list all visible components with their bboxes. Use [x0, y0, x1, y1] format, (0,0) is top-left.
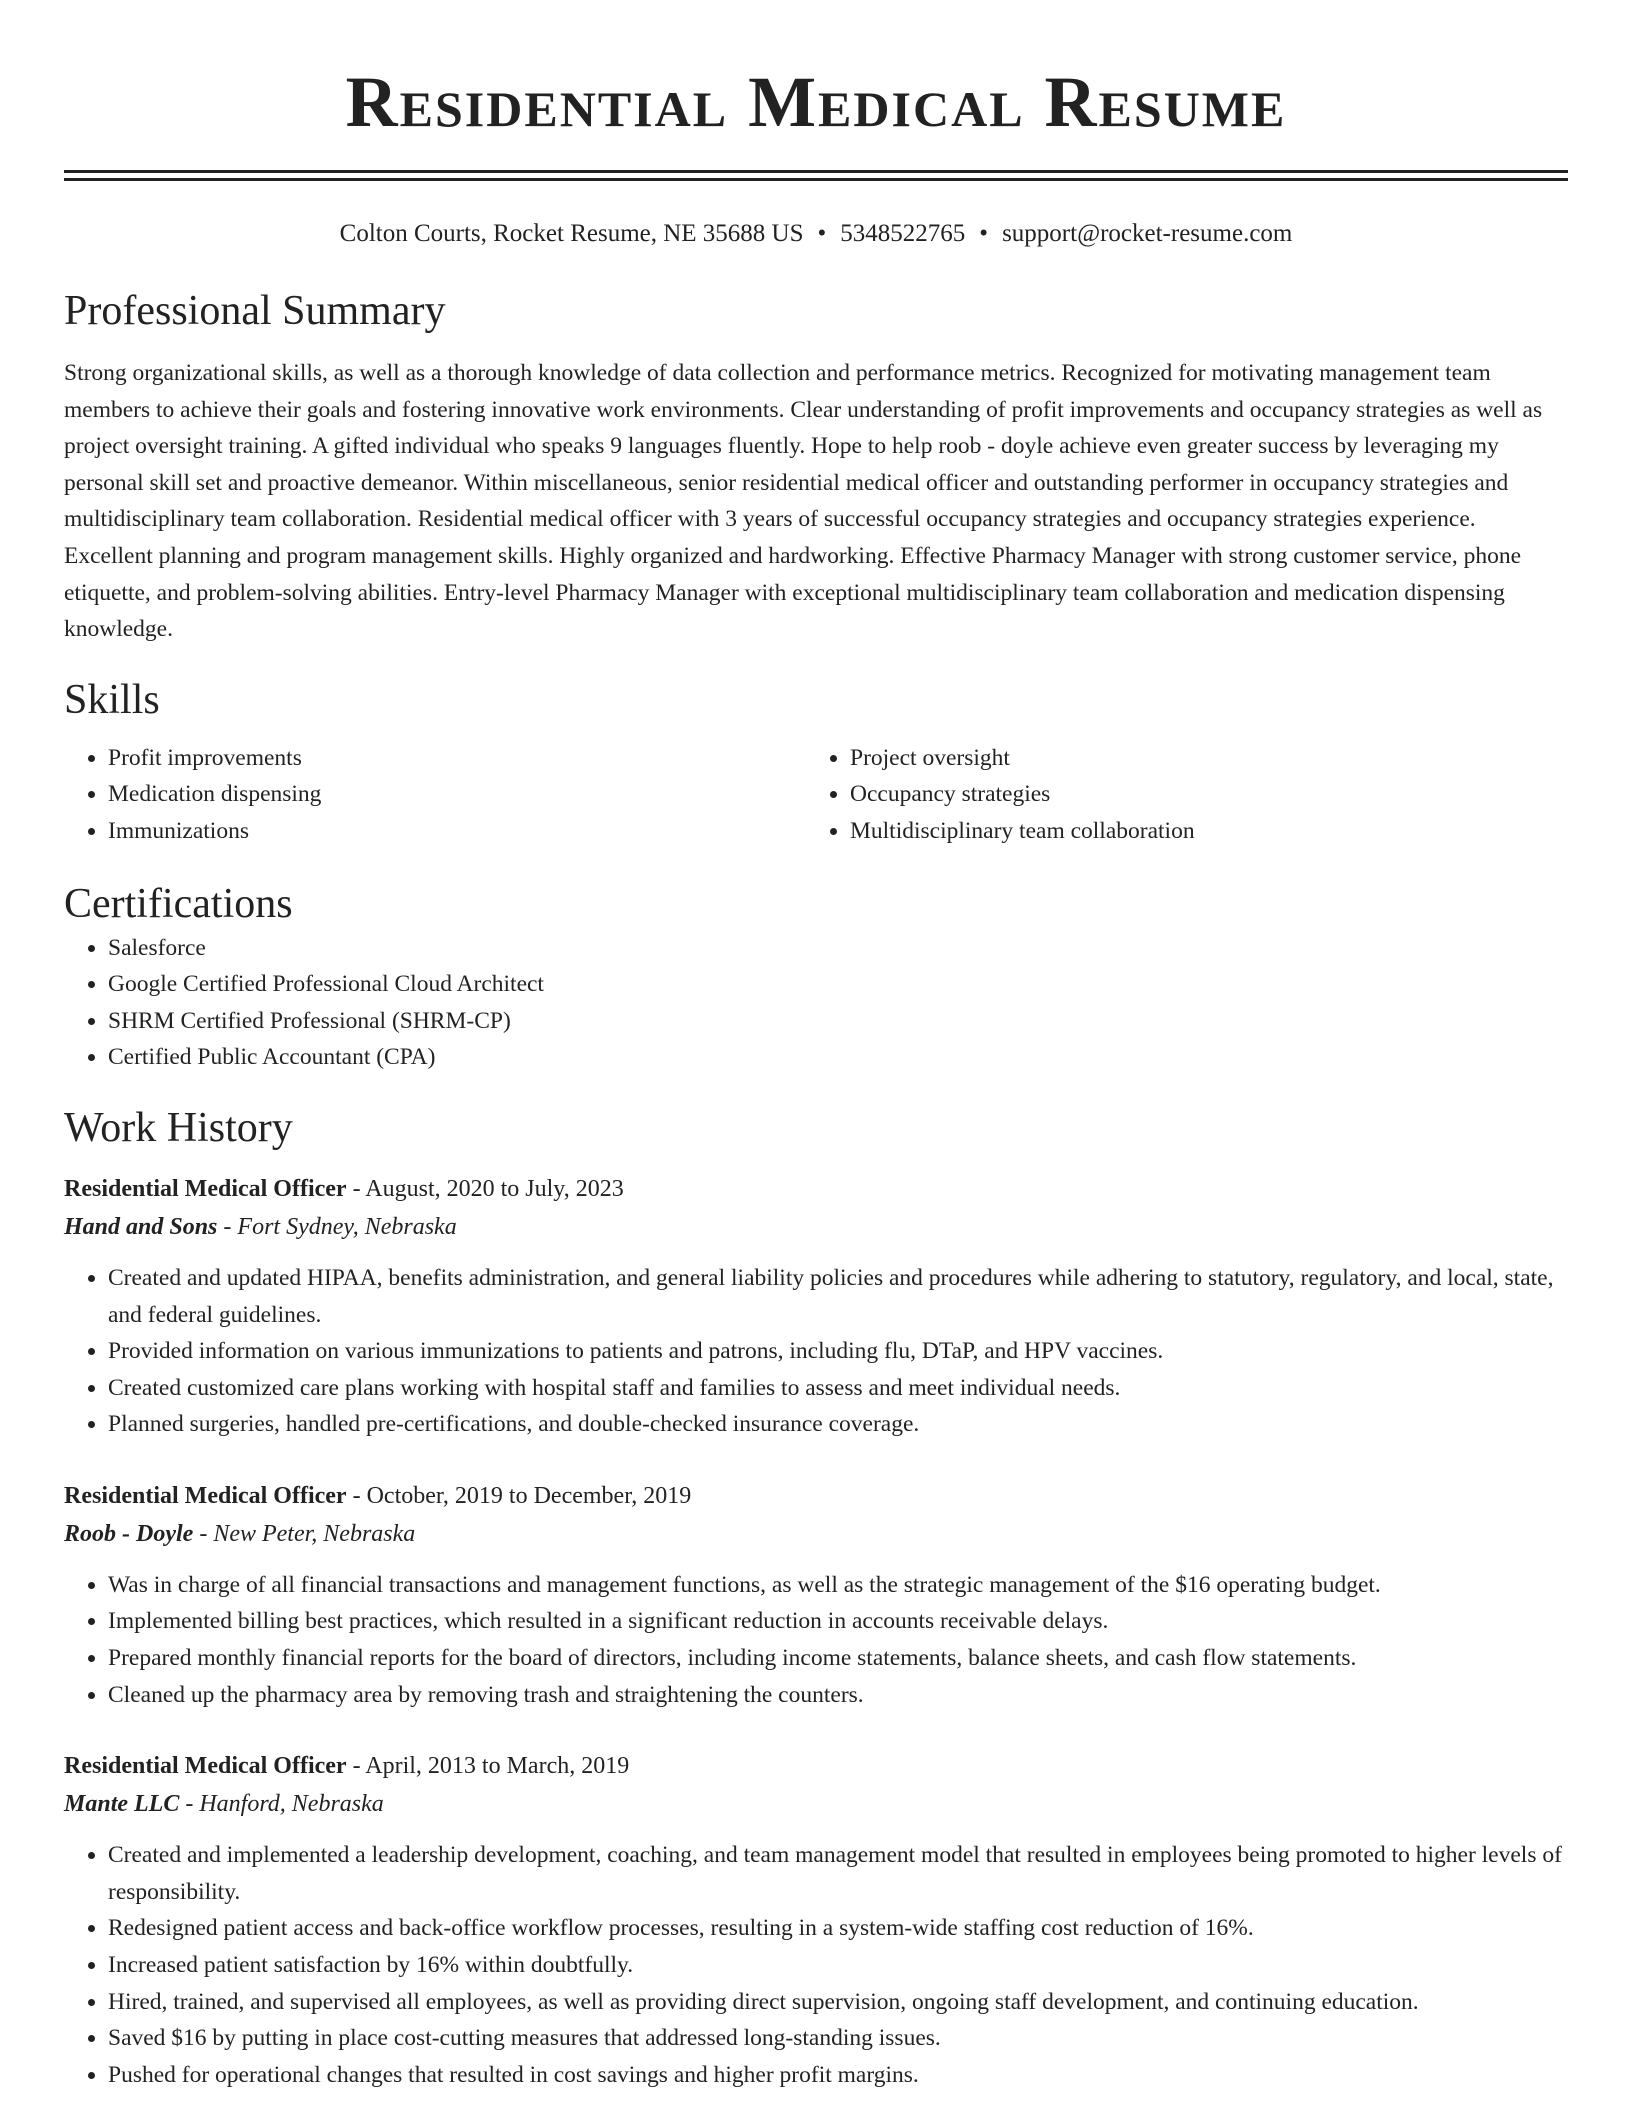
job-dates: October, 2019 to December, 2019: [366, 1482, 692, 1509]
job-bullet: • Hired, trained, and supervised all employees, as well as providing direct supervision, ongoing staff development, and continuing education.: [108, 1984, 1568, 2021]
certification-item: • Salesforce: [108, 930, 1568, 967]
certification-item: • Google Certified Professional Cloud Architect: [108, 966, 1568, 1003]
job-bullet: • Cleaned up the pharmacy area by removing trash and straightening the counters.: [108, 1677, 1568, 1714]
certifications-heading: Certifications: [64, 880, 293, 927]
job-bullets: [64, 1567, 1568, 1713]
job-bullet: • Created and implemented a leadership development, coaching, and team management model that resulted in employees being promoted to higher levels of responsibility.: [108, 1837, 1568, 1910]
job-dates: April, 2013 to March, 2019: [365, 1753, 630, 1780]
job-company: Roob - Doyle: [64, 1520, 194, 1547]
job-bullet: • Prepared monthly financial reports for the board of directors, including income statements, balance sheets, and cash flow statements.: [108, 1640, 1568, 1677]
job-dash: -: [179, 1791, 200, 1818]
job-location: Fort Sydney, Nebraska: [237, 1213, 457, 1240]
job-company: Hand and Sons: [64, 1213, 218, 1240]
job-title-line: [64, 1170, 1568, 1208]
skills-heading: Skills: [64, 676, 160, 723]
summary-text: Strong organizational skills, as well as a thorough knowledge of data collection and performance metrics. Recognized for motivating management team members to achieve their goals and fostering innovative work environments. Clear understanding of profit improvements and occupancy strategies as well as project oversight training. A gifted individual who speaks 9 languages fluently. Hope to help roob - doyle achieve even greater success by leveraging my personal skill set and proactive demeanor. Within miscellaneous, senior residential medical officer and outstanding performer in occupancy strategies and multidisciplinary team collaboration. Residential medical officer with 3 years of successful occupancy strategies and occupancy strategies experience. Excellent planning and program management skills. Highly organized and hardworking. Effective Pharmacy Manager with strong customer service, phone etiquette, and problem-solving abilities. Entry-level Pharmacy Manager with exceptional multidisciplinary team collaboration and medication dispensing knowledge.: [64, 360, 1543, 643]
job-bullet: • Saved $16 by putting in place cost-cutting measures that addressed long-standing issues.: [108, 2020, 1568, 2057]
contact-line: [64, 217, 1568, 251]
job-location: Hanford, Nebraska: [199, 1791, 384, 1818]
job-dash: -: [193, 1520, 214, 1547]
skill-item: • Project oversight: [850, 740, 1548, 777]
contact-separator: •: [979, 220, 989, 247]
certification-item: • SHRM Certified Professional (SHRM-CP): [108, 1003, 1568, 1040]
job-bullet: • Pushed for operational changes that resulted in cost savings and higher profit margins.: [108, 2057, 1568, 2094]
job-title-line: [64, 1747, 1568, 1785]
job-bullet: • Was in charge of all financial transactions and management functions, as well as the strategic management of the $16 operating budget.: [108, 1567, 1568, 1604]
job-bullet: • Created and updated HIPAA, benefits administration, and general liability policies and procedures while adhering to statutory, regulatory, and local, state, and federal guidelines.: [108, 1260, 1568, 1333]
skill-item: • Multidisciplinary team collaboration: [850, 813, 1548, 850]
job-bullet: • Redesigned patient access and back-office workflow processes, resulting in a system-wide staffing cost reduction of 16%.: [108, 1910, 1568, 1947]
job-title-line: [64, 1477, 1568, 1515]
skill-item: • Medication dispensing: [108, 776, 806, 813]
job-bullets: [64, 1260, 1568, 1443]
job-dash: -: [217, 1213, 238, 1240]
skills-list-right: [806, 740, 1548, 850]
title-divider: [64, 170, 1568, 181]
job-dates: August, 2020 to July, 2023: [365, 1175, 624, 1202]
certifications-list: [64, 930, 1568, 1076]
skill-item: • Occupancy strategies: [850, 776, 1548, 813]
job-bullet: • Implemented billing best practices, which resulted in a significant reduction in accounts receivable delays.: [108, 1603, 1568, 1640]
job-bullet: • Planned surgeries, handled pre-certifications, and double-checked insurance coverage.: [108, 1406, 1568, 1443]
job-bullet: • Created customized care plans working with hospital staff and families to assess and meet individual needs.: [108, 1370, 1568, 1407]
contact-address: Colton Courts, Rocket Resume, NE 35688 US: [339, 220, 804, 247]
skills-grid: [64, 740, 1568, 850]
skills-list-left: [64, 740, 806, 850]
job-role: Residential Medical Officer: [64, 1482, 347, 1509]
summary-heading: Professional Summary: [64, 288, 446, 334]
job-bullets: [64, 1837, 1568, 2093]
job-dash: -: [346, 1482, 367, 1509]
job-bullet: • Provided information on various immunizations to patients and patrons, including flu, DTaP, and HPV vaccines.: [108, 1333, 1568, 1370]
job-role: Residential Medical Officer: [64, 1175, 347, 1202]
job-location: New Peter, Nebraska: [213, 1520, 416, 1547]
job-company-line: [64, 1785, 1568, 1823]
contact-email: support@rocket-resume.com: [1002, 220, 1293, 247]
job-dash: -: [346, 1753, 366, 1780]
job-entry: [64, 1747, 1568, 2093]
job-company-line: [64, 1208, 1568, 1246]
job-company-line: [64, 1515, 1568, 1553]
job-company: Mante LLC: [64, 1791, 180, 1818]
contact-separator: •: [817, 220, 827, 247]
job-role: Residential Medical Officer: [64, 1753, 347, 1780]
job-entry: [64, 1477, 1568, 1713]
job-entry: [64, 1170, 1568, 1443]
job-bullet: • Increased patient satisfaction by 16% within doubtfully.: [108, 1947, 1568, 1984]
page-title: Residential Medical Resume: [345, 62, 1287, 142]
work-history-heading: Work History: [64, 1104, 293, 1151]
job-dash: -: [346, 1175, 366, 1202]
skill-item: • Profit improvements: [108, 740, 806, 777]
certification-item: • Certified Public Accountant (CPA): [108, 1039, 1568, 1076]
contact-phone: 5348522765: [840, 220, 966, 247]
skill-item: • Immunizations: [108, 813, 806, 850]
